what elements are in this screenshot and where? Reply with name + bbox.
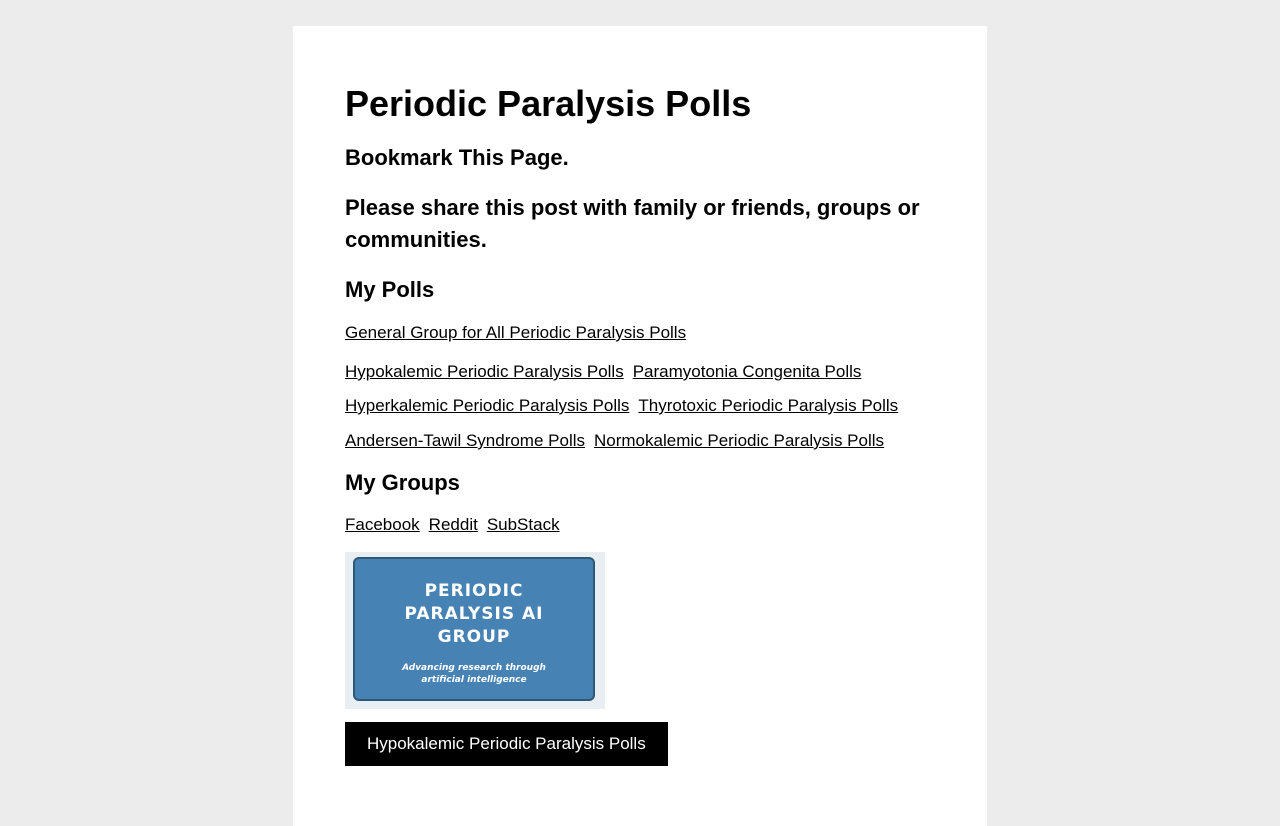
normokalemic-polls-link[interactable]: Normokalemic Periodic Paralysis Polls	[594, 431, 885, 450]
thyrotoxic-polls-link[interactable]: Thyrotoxic Periodic Paralysis Polls	[638, 396, 899, 415]
my-groups-heading: My Groups	[345, 470, 460, 495]
reddit-link[interactable]: Reddit	[428, 515, 478, 534]
page-title: Periodic Paralysis Polls	[345, 83, 752, 124]
group-banner-image[interactable]	[345, 552, 605, 709]
my-polls-heading: My Polls	[345, 277, 435, 302]
hyperkalemic-polls-link[interactable]: Hyperkalemic Periodic Paralysis Polls	[345, 396, 630, 415]
poll-links-row	[345, 361, 870, 383]
group-links-row	[345, 514, 569, 536]
share-notice: Please share this post with family or friends, groups or communities.	[345, 195, 920, 252]
content-card	[293, 26, 987, 826]
general-poll-row	[345, 322, 695, 344]
substack-link[interactable]: SubStack	[486, 515, 560, 534]
banner-tagline: Advancing research through artificial intelligence	[402, 663, 546, 685]
general-group-link[interactable]: General Group for All Periodic Paralysis Polls	[345, 323, 687, 342]
poll-links-row	[345, 395, 907, 417]
facebook-link[interactable]: Facebook	[345, 515, 420, 534]
banner-title: PERIODIC PARALYSIS AI GROUP	[404, 581, 544, 647]
paramyotonia-polls-link[interactable]: Paramyotonia Congenita Polls	[632, 362, 862, 381]
hypokalemic-polls-link[interactable]: Hypokalemic Periodic Paralysis Polls	[345, 362, 624, 381]
hypokalemic-polls-button[interactable]: Hypokalemic Periodic Paralysis Polls	[345, 722, 668, 766]
banner-card	[353, 557, 595, 701]
poll-links-row	[345, 430, 893, 452]
andersen-tawil-polls-link[interactable]: Andersen-Tawil Syndrome Polls	[345, 431, 585, 450]
bookmark-notice: Bookmark This Page.	[345, 145, 569, 170]
